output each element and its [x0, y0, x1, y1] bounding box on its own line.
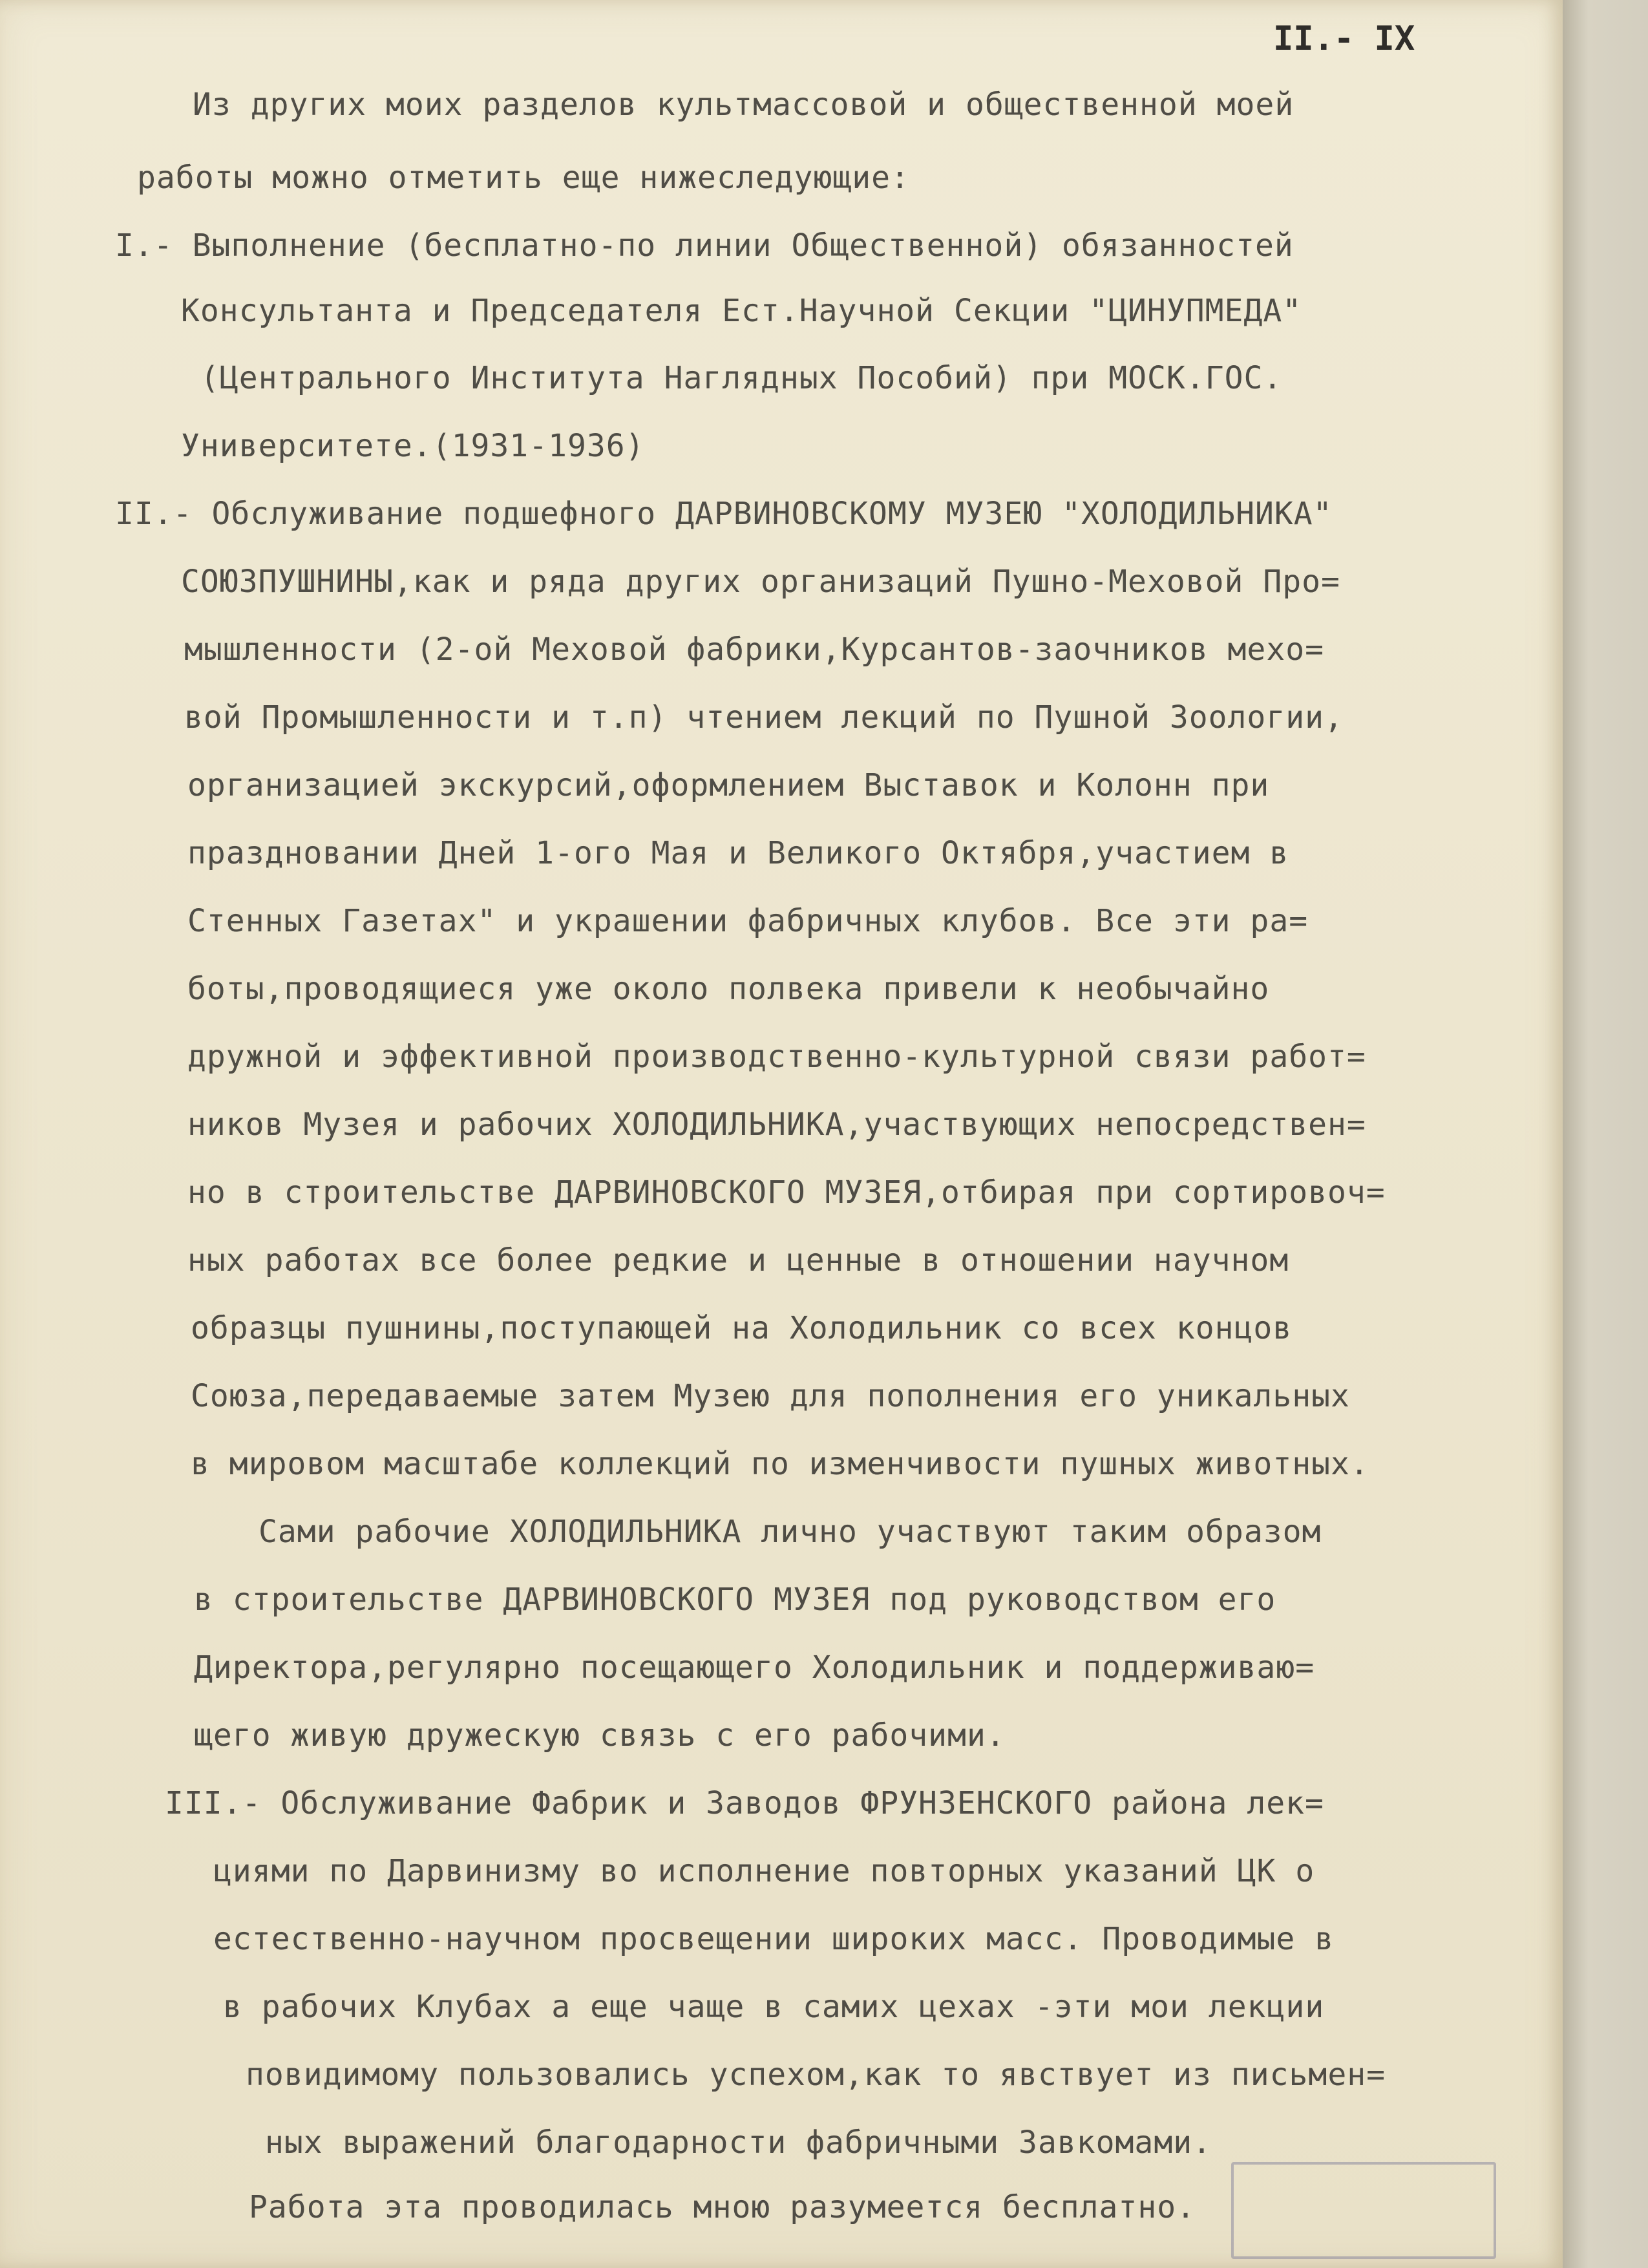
text-line: Союза,передаваемые затем Музею для пополнения его уникальных	[191, 1378, 1350, 1414]
text-line: естественно-научном просвещении широких масс. Проводимые в	[213, 1921, 1335, 1957]
text-line: мышленности (2-ой Меховой фабрики,Курсантов-заочников мехо=	[184, 631, 1325, 668]
text-line: СОЮЗПУШНИНЫ,как и ряда других организаций Пушно-Меховой Про=	[181, 564, 1340, 600]
text-line: боты,проводящиеся уже около полвека привели к необычайно	[187, 971, 1270, 1007]
text-line: Сами рабочие ХОЛОДИЛЬНИКА лично участвуют таким образом	[259, 1514, 1322, 1550]
text-line: ников Музея и рабочих ХОЛОДИЛЬНИКА,участвующих непосредствен=	[187, 1107, 1366, 1143]
text-line: организацией экскурсий,оформлением Выставок и Колонн при	[187, 767, 1270, 803]
text-line: ных работах все более редкие и ценные в отношении научном	[187, 1242, 1289, 1278]
text-line: Работа эта проводилась мною разумеется бесплатно.	[249, 2189, 1196, 2225]
text-line: образцы пушнины,поступающей на Холодильник со всех концов	[191, 1310, 1293, 1346]
text-line: Стенных Газетах" и украшении фабричных клубов. Все эти ра=	[187, 903, 1309, 939]
page-number: II.- IX	[1273, 19, 1415, 58]
text-line: праздновании Дней 1-ого Мая и Великого Октября,участием в	[187, 835, 1289, 871]
text-line: Из других моих разделов культмассовой и общественной моей	[193, 87, 1294, 123]
text-line: (Центрального Института Наглядных Пособий) при МОСК.ГОС.	[200, 360, 1283, 396]
scan-background	[1563, 0, 1648, 2268]
text-line: Консультанта и Председателя Ест.Научной Секции "ЦИНУПМЕДА"	[181, 293, 1302, 329]
text-line: повидимому пользовались успехом,как то явствует из письмен=	[246, 2057, 1386, 2093]
text-line: дружной и эффективной производственно-культурной связи работ=	[187, 1039, 1366, 1075]
text-line: I.- Выполнение (бесплатно-по линии Общественной) обязанностей	[115, 228, 1294, 264]
text-line: щего живую дружескую связь с его рабочими.	[194, 1717, 1006, 1754]
text-line: в строительстве ДАРВИНОВСКОГО МУЗЕЯ под руководством его	[194, 1582, 1276, 1618]
archive-stamp	[1231, 2162, 1496, 2259]
text-line: работы можно отметить еще нижеследующие:	[137, 160, 910, 196]
text-line: Университете.(1931-1936)	[181, 428, 645, 464]
text-line: вой Промышленности и т.п) чтением лекций по Пушной Зоологии,	[184, 699, 1344, 736]
text-line: в мировом масштабе коллекций по изменчивости пушных животных.	[191, 1446, 1369, 1482]
text-line: Директора,регулярно посещающего Холодильник и поддерживаю=	[194, 1649, 1315, 1686]
text-line: III.- Обслуживание Фабрик и Заводов ФРУНЗЕНСКОГО района лек=	[165, 1785, 1324, 1821]
text-line: II.- Обслуживание подшефного ДАРВИНОВСКОМУ МУЗЕЮ "ХОЛОДИЛЬНИКА"	[115, 496, 1333, 532]
text-line: циями по Дарвинизму во исполнение повторных указаний ЦК о	[213, 1853, 1315, 1889]
text-line: в рабочих Клубах а еще чаще в самих цехах -эти мои лекции	[223, 1989, 1325, 2025]
text-line: но в строительстве ДАРВИНОВСКОГО МУЗЕЯ,отбирая при сортировоч=	[187, 1174, 1386, 1211]
text-line: ных выражений благодарности фабричными Завкомами.	[265, 2125, 1212, 2161]
